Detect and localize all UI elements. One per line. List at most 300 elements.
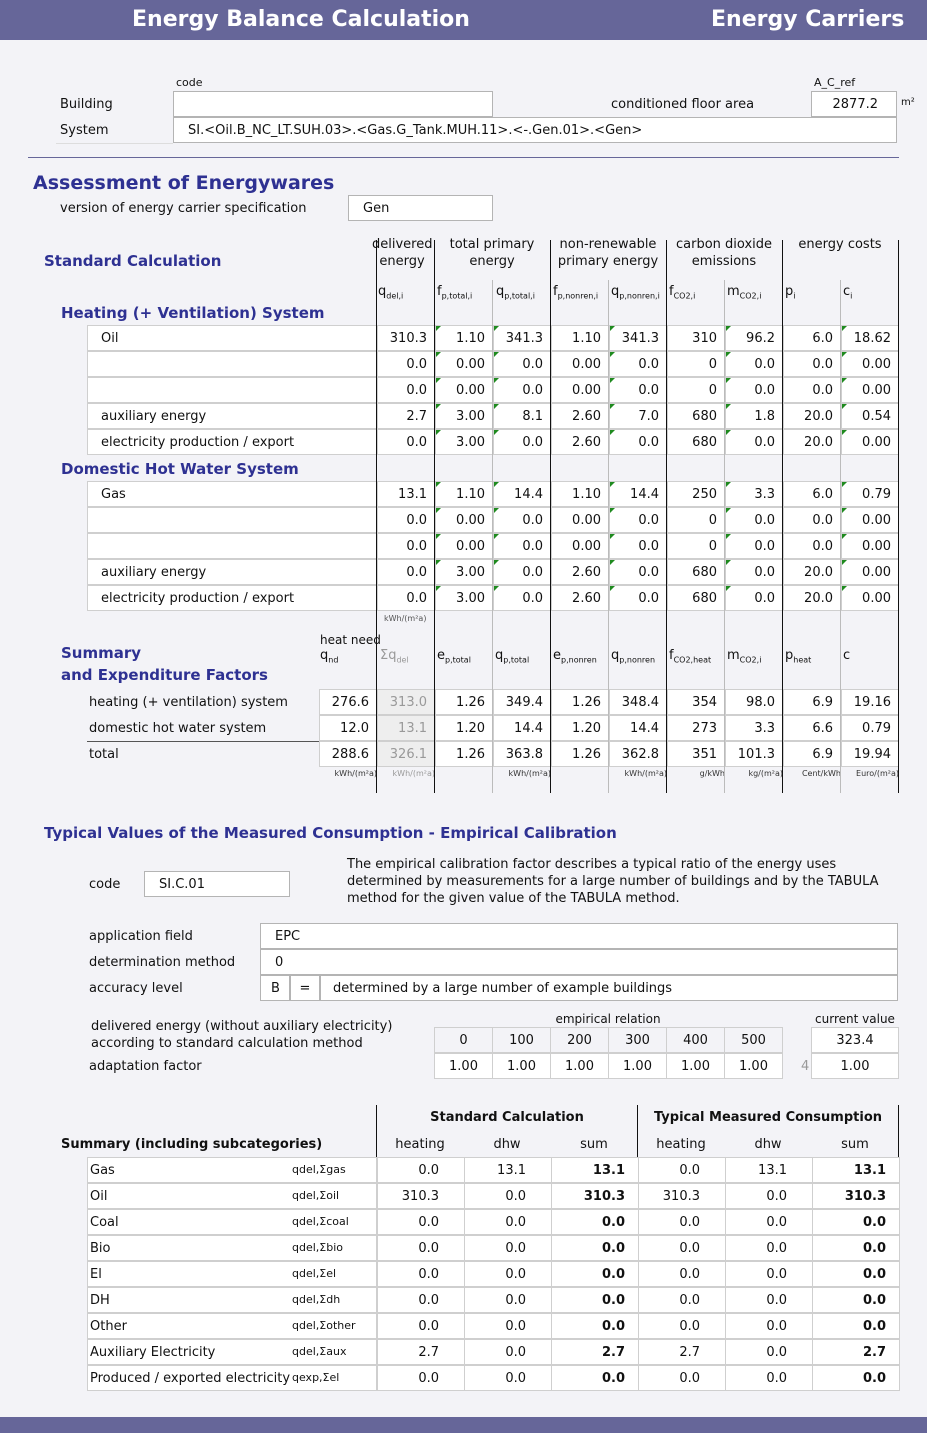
summary-cell: 349.4 xyxy=(493,689,551,715)
summary-cell: 326.1 xyxy=(377,741,435,767)
sub-cell: 0.0 xyxy=(725,1209,813,1235)
value-cell[interactable]: 20.0 xyxy=(783,429,841,455)
sub-cell: 310.3 xyxy=(551,1183,639,1209)
value-cell[interactable]: 6.0 xyxy=(783,481,841,507)
value-cell[interactable]: 0 xyxy=(667,507,725,533)
calibration-description: The empirical calibration factor describes a typical ratio of the energy uses determined by measurements for a large number of buildings and by the TABULA method for the given value of the TABULA method. xyxy=(347,857,879,906)
value-cell[interactable]: 0.0 xyxy=(725,533,783,559)
row-label xyxy=(87,351,377,377)
sub-cell: 0.0 xyxy=(725,1261,813,1287)
value-cell[interactable]: 310 xyxy=(667,325,725,351)
sub-cell: 2.7 xyxy=(812,1339,900,1365)
sub-cell: 0.0 xyxy=(464,1209,552,1235)
value-cell[interactable]: 1.8 xyxy=(725,403,783,429)
sub-cell: 13.1 xyxy=(725,1157,813,1183)
sym-ci: $c_i$ xyxy=(843,284,853,301)
emp-y[interactable]: 1.00 xyxy=(550,1053,609,1079)
sub-cell: 0.0 xyxy=(638,1287,726,1313)
sub-cell: 0.0 xyxy=(725,1287,813,1313)
unit-label: kWh/(m²a) xyxy=(392,769,435,778)
deliv-label-2: according to standard calculation method xyxy=(91,1036,363,1051)
value-cell[interactable]: 0.00 xyxy=(841,377,899,403)
sub-row-symbol: qdel,Σgas xyxy=(292,1163,346,1176)
emp-label: empirical relation xyxy=(555,1012,661,1026)
sym-pi: $p_i$ xyxy=(785,284,796,301)
page-title: Energy Balance Calculation xyxy=(132,7,470,32)
sub-cell: 310.3 xyxy=(377,1183,465,1209)
sub-cell: 0.0 xyxy=(464,1287,552,1313)
value-cell[interactable]: 0.0 xyxy=(609,377,667,403)
sub-cell: 0.0 xyxy=(638,1365,726,1391)
value-cell[interactable]: 14.4 xyxy=(493,481,551,507)
value-cell[interactable]: 7.0 xyxy=(609,403,667,429)
value-cell[interactable]: 250 xyxy=(667,481,725,507)
sub-cell: 0.0 xyxy=(812,1261,900,1287)
code-label: code xyxy=(176,76,203,89)
emp-x: 200 xyxy=(550,1027,609,1053)
sub-cell: 13.1 xyxy=(551,1157,639,1183)
summary-cell: 12.0 xyxy=(319,715,377,741)
sub-col-header: dhw xyxy=(754,1137,782,1152)
area-label: conditioned floor area xyxy=(611,97,755,112)
sub-title: Summary (including subcategories) xyxy=(61,1137,323,1152)
sub-cell: 0.0 xyxy=(812,1209,900,1235)
value-cell[interactable]: 0.0 xyxy=(493,429,551,455)
value-cell[interactable]: 341.3 xyxy=(493,325,551,351)
sub-col-header: heating xyxy=(395,1137,445,1152)
value-cell[interactable]: 14.4 xyxy=(609,481,667,507)
sub-row-label: DH xyxy=(87,1287,377,1313)
sub-cell: 0.0 xyxy=(551,1261,639,1287)
value-cell[interactable]: 0.0 xyxy=(493,559,551,585)
value-cell[interactable]: 0.0 xyxy=(609,533,667,559)
sub-cell: 0.0 xyxy=(377,1313,465,1339)
sub-cell: 0.0 xyxy=(551,1235,639,1261)
sub-cell: 0.0 xyxy=(551,1313,639,1339)
value-cell[interactable]: 0.0 xyxy=(493,507,551,533)
value-cell[interactable]: 0.79 xyxy=(841,481,899,507)
heat-need-label: heat need xyxy=(320,633,381,647)
value-cell[interactable]: 20.0 xyxy=(783,585,841,611)
sym-fpnonren: $f_{p,nonren,i}$ xyxy=(553,284,599,301)
unit-label: Euro/(m²a) xyxy=(856,769,899,778)
value-cell[interactable]: 0.00 xyxy=(841,559,899,585)
emp-y[interactable]: 1.00 xyxy=(608,1053,667,1079)
value-cell[interactable]: 341.3 xyxy=(609,325,667,351)
value-cell[interactable]: 0.00 xyxy=(435,351,493,377)
row-label: electricity production / export xyxy=(87,429,377,455)
value-cell[interactable]: 0.00 xyxy=(435,377,493,403)
sym-fco2heat: $f_{CO2,heat}$ xyxy=(669,648,712,665)
value-cell[interactable]: 0.00 xyxy=(841,507,899,533)
summary-cell: 348.4 xyxy=(609,689,667,715)
summary-cell: 288.6 xyxy=(319,741,377,767)
value-cell[interactable]: 2.7 xyxy=(377,403,435,429)
sym-fptotal: $f_{p,total,i}$ xyxy=(437,284,473,301)
sym-qdel: $q_{del,i}$ xyxy=(378,284,404,301)
summary-cell: 6.9 xyxy=(783,741,841,767)
value-cell[interactable]: 0.0 xyxy=(377,507,435,533)
summary-cell: 14.4 xyxy=(609,715,667,741)
summary-cell: 0.79 xyxy=(841,715,899,741)
adapt-label: adaptation factor xyxy=(89,1059,202,1074)
sub-cell: 0.0 xyxy=(812,1235,900,1261)
accuracy-text: determined by a large number of example buildings xyxy=(320,975,898,1001)
summary-row-label: domestic hot water system xyxy=(89,721,267,736)
version-field[interactable]: Gen xyxy=(348,195,493,221)
accuracy-value[interactable]: B xyxy=(260,975,290,1001)
value-cell[interactable]: 0 xyxy=(667,533,725,559)
value-cell[interactable]: 2.60 xyxy=(551,403,609,429)
value-cell[interactable]: 0.0 xyxy=(783,351,841,377)
section-title: Energy Carriers xyxy=(711,7,905,32)
summary-cell: 101.3 xyxy=(725,741,783,767)
row-label: electricity production / export xyxy=(87,585,377,611)
sub-cell: 0.0 xyxy=(464,1313,552,1339)
summary-cell: 1.26 xyxy=(435,741,493,767)
app-field-value[interactable]: EPC xyxy=(260,923,898,949)
sub-row-label: Gas xyxy=(87,1157,377,1183)
value-cell[interactable]: 0.0 xyxy=(783,377,841,403)
sub-cell: 0.0 xyxy=(377,1365,465,1391)
value-cell[interactable]: 0.0 xyxy=(609,351,667,377)
sub-cell: 0.0 xyxy=(377,1287,465,1313)
summary-title-1: Summary xyxy=(61,644,142,662)
current-delivered: 323.4 xyxy=(811,1027,899,1053)
value-cell[interactable]: 0.0 xyxy=(377,585,435,611)
value-cell[interactable]: 0.0 xyxy=(377,377,435,403)
summary-cell: 276.6 xyxy=(319,689,377,715)
accuracy-label: accuracy level xyxy=(89,981,183,996)
col-costs: energy costs xyxy=(798,237,882,252)
value-cell[interactable]: 680 xyxy=(667,403,725,429)
sym-c: c xyxy=(843,648,851,663)
emp-x: 500 xyxy=(724,1027,783,1053)
sub-cell: 0.0 xyxy=(638,1157,726,1183)
sym-mco2: $m_{CO2,i}$ xyxy=(727,284,762,301)
accuracy-eq: = xyxy=(290,975,320,1001)
value-cell[interactable]: 0.00 xyxy=(841,533,899,559)
sub-cell: 0.0 xyxy=(464,1339,552,1365)
value-cell[interactable]: 310.3 xyxy=(377,325,435,351)
summary-cell: 6.6 xyxy=(783,715,841,741)
sub-col-header: heating xyxy=(656,1137,706,1152)
sub-cell: 0.0 xyxy=(812,1365,900,1391)
value-cell[interactable]: 3.00 xyxy=(435,585,493,611)
app-field-label: application field xyxy=(89,929,193,944)
sub-cell: 13.1 xyxy=(464,1157,552,1183)
sym-sumqdel: $\Sigma q_{del}$ xyxy=(380,648,409,665)
sub-row-label: Bio xyxy=(87,1235,377,1261)
sub-col-header: sum xyxy=(841,1137,869,1152)
current-factor: 1.00 xyxy=(811,1053,899,1079)
value-cell[interactable]: 8.1 xyxy=(493,403,551,429)
sub-cell: 0.0 xyxy=(377,1261,465,1287)
value-cell[interactable]: 680 xyxy=(667,559,725,585)
row-label: Oil xyxy=(87,325,377,351)
value-cell[interactable]: 0.00 xyxy=(551,507,609,533)
deliv-label-1: delivered energy (without auxiliary electricity) xyxy=(91,1019,393,1034)
value-cell[interactable]: 0.0 xyxy=(493,533,551,559)
summary-cell: 351 xyxy=(667,741,725,767)
value-cell[interactable]: 0.00 xyxy=(841,585,899,611)
value-cell[interactable]: 0.0 xyxy=(493,377,551,403)
system-code-field[interactable]: SI.<Oil.B_NC_LT.SUH.03>.<Gas.G_Tank.MUH.11>.<-.Gen.01>.<Gen> xyxy=(173,117,897,143)
value-cell[interactable]: 3.00 xyxy=(435,403,493,429)
value-cell[interactable]: 0.00 xyxy=(841,429,899,455)
summary-cell: 1.20 xyxy=(435,715,493,741)
col-primary: total primary energy xyxy=(449,237,535,269)
value-cell[interactable]: 2.60 xyxy=(551,559,609,585)
value-cell[interactable]: 0.0 xyxy=(725,429,783,455)
sub-cell: 0.0 xyxy=(464,1183,552,1209)
sub-row-symbol: qdel,Σoil xyxy=(292,1189,340,1202)
sub-row-symbol: qdel,Σaux xyxy=(292,1345,347,1358)
sym-eptotal: $e_{p,total}$ xyxy=(437,648,471,665)
row-label xyxy=(87,507,377,533)
value-cell[interactable]: 20.0 xyxy=(783,559,841,585)
sub-cell: 0.0 xyxy=(377,1157,465,1183)
sub-cell: 310.3 xyxy=(812,1183,900,1209)
sym-epnonren: $e_{p,nonren}$ xyxy=(553,648,597,665)
assessment-title: Assessment of Energywares xyxy=(33,172,335,194)
det-method-label: determination method xyxy=(89,955,236,970)
heating-title: Heating (+ Ventilation) System xyxy=(61,304,325,322)
sub-cell: 0.0 xyxy=(638,1209,726,1235)
unit-label: kWh/(m²a) xyxy=(508,769,551,778)
summary-cell: 3.3 xyxy=(725,715,783,741)
emp-y[interactable]: 1.00 xyxy=(724,1053,783,1079)
unit-kwh: kWh/(m²a) xyxy=(384,614,427,623)
footer-bar xyxy=(0,1417,927,1433)
value-cell[interactable]: 0.0 xyxy=(725,377,783,403)
sub-row-label: Auxiliary Electricity xyxy=(87,1339,377,1365)
sym-qptot: $q_{p,total}$ xyxy=(495,648,530,665)
sub-cell: 0.0 xyxy=(551,1209,639,1235)
area-value[interactable]: 2877.2 xyxy=(811,91,897,117)
emp-x: 300 xyxy=(608,1027,667,1053)
sub-row-label: Other xyxy=(87,1313,377,1339)
system-label: System xyxy=(60,123,109,138)
sub-cell: 0.0 xyxy=(725,1339,813,1365)
value-cell[interactable]: 0.00 xyxy=(551,533,609,559)
unit-label: kWh/(m²a) xyxy=(334,769,377,778)
summary-cell: 13.1 xyxy=(377,715,435,741)
summary-cell: 362.8 xyxy=(609,741,667,767)
value-cell[interactable]: 0 xyxy=(667,377,725,403)
sub-cell: 310.3 xyxy=(638,1183,726,1209)
sub-row-label: Produced / exported electricity xyxy=(87,1365,377,1391)
sym-qpnonren: $q_{p,nonren,i}$ xyxy=(611,284,660,301)
area-unit: m² xyxy=(901,97,915,108)
sym-qptotal: $q_{p,total,i}$ xyxy=(496,284,535,301)
row-label xyxy=(87,533,377,559)
col-nonren: non-renewable primary energy xyxy=(557,237,659,269)
sub-cell: 0.0 xyxy=(725,1313,813,1339)
summary-cell: 19.16 xyxy=(841,689,899,715)
summary-cell: 1.20 xyxy=(551,715,609,741)
sub-row-symbol: qexp,Σel xyxy=(292,1371,340,1384)
sub-cell: 0.0 xyxy=(638,1235,726,1261)
sub-row-symbol: qdel,Σel xyxy=(292,1267,337,1280)
summary-cell: 363.8 xyxy=(493,741,551,767)
summary-cell: 313.0 xyxy=(377,689,435,715)
sub-cell: 0.0 xyxy=(812,1287,900,1313)
value-cell[interactable]: 0.0 xyxy=(493,351,551,377)
sub-cell: 0.0 xyxy=(725,1235,813,1261)
row-label: auxiliary energy xyxy=(87,403,377,429)
value-cell[interactable]: 0.0 xyxy=(725,507,783,533)
sub-cell: 2.7 xyxy=(377,1339,465,1365)
unit-label: g/kWh xyxy=(699,769,725,778)
sub-col-header: sum xyxy=(580,1137,608,1152)
value-cell[interactable]: 0.0 xyxy=(377,559,435,585)
summary-cell: 1.26 xyxy=(435,689,493,715)
value-cell[interactable]: 680 xyxy=(667,585,725,611)
sub-cell: 0.0 xyxy=(551,1287,639,1313)
summary-cell: 6.9 xyxy=(783,689,841,715)
value-cell[interactable]: 0.0 xyxy=(725,585,783,611)
value-cell[interactable]: 1.10 xyxy=(551,481,609,507)
std-calc-title: Standard Calculation xyxy=(44,252,222,270)
building-code-field[interactable] xyxy=(173,91,493,117)
emp-x: 400 xyxy=(666,1027,725,1053)
summary-cell: 1.26 xyxy=(551,741,609,767)
summary-cell: 98.0 xyxy=(725,689,783,715)
sub-cell: 0.0 xyxy=(638,1313,726,1339)
summary-row-label: total xyxy=(89,747,119,762)
col-delivered: delivered energy xyxy=(372,237,433,269)
sym-fco2: $f_{CO2,i}$ xyxy=(669,284,696,301)
dhw-title: Domestic Hot Water System xyxy=(61,460,299,478)
sym-qnd: $q_{nd}$ xyxy=(320,648,339,665)
sub-meas-title: Typical Measured Consumption xyxy=(653,1110,883,1125)
sub-cell: 0.0 xyxy=(377,1209,465,1235)
header-bar xyxy=(0,0,927,40)
value-cell[interactable]: 0.00 xyxy=(841,351,899,377)
value-cell[interactable]: 2.60 xyxy=(551,585,609,611)
value-cell[interactable]: 0.0 xyxy=(783,533,841,559)
value-cell[interactable]: 0.0 xyxy=(783,507,841,533)
value-cell[interactable]: 3.00 xyxy=(435,429,493,455)
emp-y[interactable]: 1.00 xyxy=(434,1053,493,1079)
value-cell[interactable]: 680 xyxy=(667,429,725,455)
value-cell[interactable]: 0 xyxy=(667,351,725,377)
building-label: Building xyxy=(60,97,113,112)
sub-cell: 0.0 xyxy=(377,1235,465,1261)
sub-cell: 0.0 xyxy=(725,1183,813,1209)
value-cell[interactable]: 18.62 xyxy=(841,325,899,351)
sym-mco2i: $m_{CO2,i}$ xyxy=(727,648,762,665)
summary-row-label: heating (+ ventilation) system xyxy=(89,695,288,710)
unit-label: kWh/(m²a) xyxy=(624,769,667,778)
value-cell[interactable]: 0.00 xyxy=(435,507,493,533)
value-cell[interactable]: 3.00 xyxy=(435,559,493,585)
calibration-code[interactable]: SI.C.01 xyxy=(144,871,290,897)
summary-cell: 14.4 xyxy=(493,715,551,741)
sub-row-symbol: qdel,Σbio xyxy=(292,1241,344,1254)
sub-std-title: Standard Calculation xyxy=(430,1110,584,1125)
value-cell[interactable]: 0.0 xyxy=(725,351,783,377)
sym-pheat: $p_{heat}$ xyxy=(785,648,812,665)
value-cell[interactable]: 0.0 xyxy=(725,559,783,585)
summary-cell: 354 xyxy=(667,689,725,715)
value-cell[interactable]: 96.2 xyxy=(725,325,783,351)
sub-row-symbol: qdel,Σcoal xyxy=(292,1215,349,1228)
emp-x: 0 xyxy=(434,1027,493,1053)
value-cell[interactable]: 0.0 xyxy=(377,351,435,377)
row-label xyxy=(87,377,377,403)
value-cell[interactable]: 0.0 xyxy=(609,559,667,585)
value-cell[interactable]: 0.0 xyxy=(377,533,435,559)
sub-cell: 2.7 xyxy=(551,1339,639,1365)
value-cell[interactable]: 0.00 xyxy=(551,377,609,403)
value-cell[interactable]: 1.10 xyxy=(435,481,493,507)
sym-qpnr: $q_{p,nonren}$ xyxy=(611,648,656,665)
typical-title: Typical Values of the Measured Consumption - Empirical Calibration xyxy=(44,824,617,842)
sub-col-header: dhw xyxy=(493,1137,521,1152)
value-cell[interactable]: 1.10 xyxy=(435,325,493,351)
col-co2: carbon dioxide emissions xyxy=(675,237,772,269)
sub-row-label: Coal xyxy=(87,1209,377,1235)
sub-cell: 0.0 xyxy=(812,1313,900,1339)
sub-cell: 0.0 xyxy=(464,1365,552,1391)
sub-row-symbol: qdel,Σdh xyxy=(292,1293,341,1306)
row-label: auxiliary energy xyxy=(87,559,377,585)
summary-cell: 273 xyxy=(667,715,725,741)
sub-cell: 0.0 xyxy=(464,1261,552,1287)
value-cell[interactable]: 0.00 xyxy=(435,533,493,559)
emp-y[interactable]: 1.00 xyxy=(492,1053,551,1079)
value-cell[interactable]: 6.0 xyxy=(783,325,841,351)
sub-cell: 0.0 xyxy=(464,1235,552,1261)
value-cell[interactable]: 1.10 xyxy=(551,325,609,351)
summary-cell: 1.26 xyxy=(551,689,609,715)
sub-cell: 0.0 xyxy=(638,1261,726,1287)
sub-cell: 0.0 xyxy=(551,1365,639,1391)
unit-label: Cent/kWh xyxy=(801,769,841,778)
emp-x: 100 xyxy=(492,1027,551,1053)
unit-label: kg/(m²a) xyxy=(748,769,783,778)
value-cell[interactable]: 0.54 xyxy=(841,403,899,429)
version-label: version of energy carrier specification xyxy=(60,201,307,216)
det-method-value[interactable]: 0 xyxy=(260,949,898,975)
value-cell[interactable]: 0.0 xyxy=(609,429,667,455)
sub-row-label: Oil xyxy=(87,1183,377,1209)
area-symbol: A_C_ref xyxy=(814,76,856,89)
value-cell[interactable]: 13.1 xyxy=(377,481,435,507)
value-cell[interactable]: 0.0 xyxy=(377,429,435,455)
value-cell[interactable]: 0.0 xyxy=(493,585,551,611)
code-label-2: code xyxy=(89,877,121,892)
row-label: Gas xyxy=(87,481,377,507)
sub-cell: 13.1 xyxy=(812,1157,900,1183)
summary-cell: 19.94 xyxy=(841,741,899,767)
value-cell[interactable]: 0.00 xyxy=(551,351,609,377)
emp-y[interactable]: 1.00 xyxy=(666,1053,725,1079)
current-index: 4 xyxy=(801,1059,810,1074)
sub-row-label: El xyxy=(87,1261,377,1287)
value-cell[interactable]: 0.0 xyxy=(609,585,667,611)
sub-row-symbol: qdel,Σother xyxy=(292,1319,356,1332)
value-cell[interactable]: 20.0 xyxy=(783,403,841,429)
value-cell[interactable]: 0.0 xyxy=(609,507,667,533)
summary-title-2: and Expenditure Factors xyxy=(61,666,268,684)
value-cell[interactable]: 3.3 xyxy=(725,481,783,507)
value-cell[interactable]: 2.60 xyxy=(551,429,609,455)
sub-cell: 0.0 xyxy=(725,1365,813,1391)
sub-cell: 2.7 xyxy=(638,1339,726,1365)
